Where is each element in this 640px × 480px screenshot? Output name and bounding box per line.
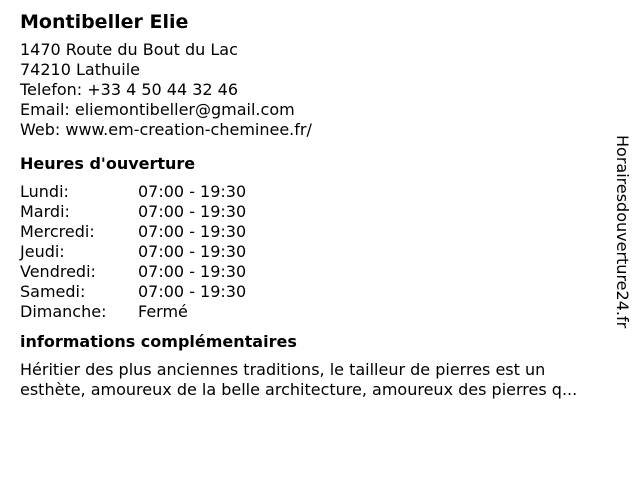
time-value: Fermé	[138, 302, 188, 321]
day-label: Jeudi:	[20, 242, 65, 261]
day-label: Samedi:	[20, 282, 86, 301]
email-line[interactable]: Email: eliemontibeller@gmail.com	[20, 100, 295, 119]
phone-line[interactable]: Telefon: +33 4 50 44 32 46	[20, 80, 239, 99]
hours-row-monday	[20, 182, 620, 202]
business-card	[20, 10, 620, 400]
time-value: 07:00 - 19:30	[138, 262, 247, 281]
business-name: Montibeller Elie	[20, 11, 189, 33]
description-text	[20, 360, 620, 400]
day-label: Vendredi:	[20, 262, 96, 281]
opening-hours-table	[20, 182, 620, 322]
description-line: esthète, amoureux de la belle architecture, amoureux des pierres q...	[20, 380, 578, 399]
address-city: 74210 Lathuile	[20, 60, 140, 79]
time-value: 07:00 - 19:30	[138, 182, 247, 201]
day-label: Dimanche:	[20, 302, 107, 321]
day-label: Mardi:	[20, 202, 70, 221]
time-value: 07:00 - 19:30	[138, 242, 247, 261]
website-line[interactable]: Web: www.em-creation-cheminee.fr/	[20, 120, 312, 139]
time-value: 07:00 - 19:30	[138, 282, 247, 301]
day-label: Lundi:	[20, 182, 69, 201]
additional-info-heading: informations complémentaires	[20, 332, 297, 351]
time-value: 07:00 - 19:30	[138, 202, 247, 221]
day-label: Mercredi:	[20, 222, 95, 241]
site-watermark-label: Horairesdouverture24.fr	[613, 135, 632, 329]
hours-row-friday	[20, 262, 620, 282]
hours-row-saturday	[20, 282, 620, 302]
hours-row-tuesday	[20, 202, 620, 222]
description-line: Héritier des plus anciennes traditions, le tailleur de pierres est un	[20, 360, 546, 379]
hours-row-wednesday	[20, 222, 620, 242]
hours-row-sunday	[20, 302, 620, 322]
hours-row-thursday	[20, 242, 620, 262]
opening-hours-heading: Heures d'ouverture	[20, 154, 196, 173]
time-value: 07:00 - 19:30	[138, 222, 247, 241]
address-street: 1470 Route du Bout du Lac	[20, 40, 238, 59]
